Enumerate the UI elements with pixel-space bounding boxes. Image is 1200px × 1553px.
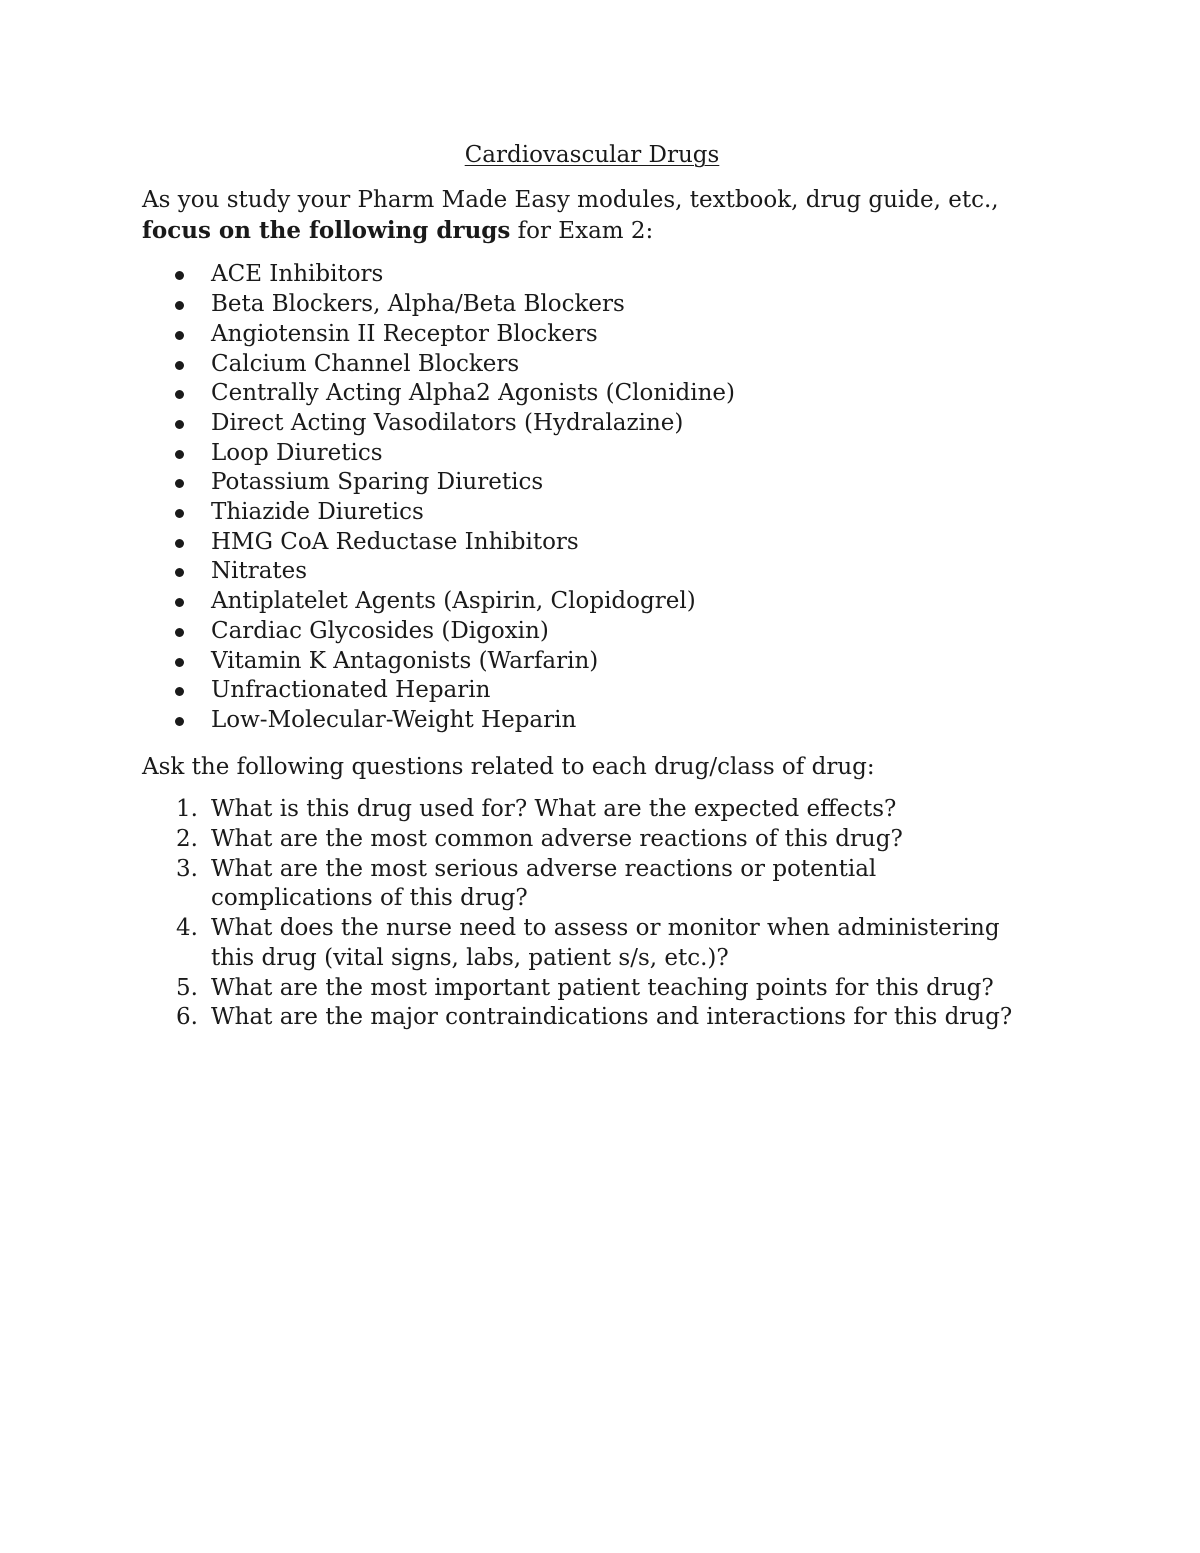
drug-list-item <box>142 409 1042 439</box>
drug-name: Direct Acting Vasodilators (Hydralazine) <box>211 409 684 436</box>
question-text: What is this drug used for? What are the expected effects? <box>211 796 897 823</box>
drug-list-item <box>142 706 1042 736</box>
drug-list-item <box>142 528 1042 558</box>
question-number: 6. <box>176 1004 198 1031</box>
drug-name: Cardiac Glycosides (Digoxin) <box>211 617 549 644</box>
drug-name: Low-Molecular-Weight Heparin <box>211 706 577 733</box>
question-item <box>142 914 1042 973</box>
question-text-line1: What does the nurse need to assess or monitor when administering <box>211 915 1000 942</box>
intro-text-before: As you study your Pharm Made Easy modules, textbook, drug guide, etc., <box>142 187 999 213</box>
question-text: What are the most important patient teaching points for this drug? <box>211 974 994 1001</box>
intro-bold-text: focus on the following drugs <box>142 216 511 244</box>
drug-name: Nitrates <box>211 558 308 585</box>
question-text-line2: complications of this drug? <box>211 885 528 912</box>
document-title <box>142 140 1042 170</box>
drug-name: Beta Blockers, Alpha/Beta Blockers <box>211 291 625 318</box>
drug-list-item <box>142 498 1042 528</box>
drug-list-item <box>142 587 1042 617</box>
drug-name: Antiplatelet Agents (Aspirin, Clopidogrel) <box>211 588 696 615</box>
question-number: 1. <box>176 796 198 823</box>
drug-name: HMG CoA Reductase Inhibitors <box>211 528 579 555</box>
drug-name: Thiazide Diuretics <box>211 499 424 526</box>
drug-list-item <box>142 379 1042 409</box>
drug-name: Centrally Acting Alpha2 Agonists (Clonidine) <box>211 380 736 407</box>
questions-intro: Ask the following questions related to each drug/class of drug: <box>142 753 875 780</box>
drug-name: Potassium Sparing Diuretics <box>211 469 544 496</box>
question-item <box>142 1003 1042 1033</box>
drug-list-item <box>142 468 1042 498</box>
question-item <box>142 795 1042 825</box>
intro-paragraph <box>142 186 1042 246</box>
drug-name: Vitamin K Antagonists (Warfarin) <box>211 647 599 674</box>
question-number: 3. <box>176 855 198 882</box>
drug-list-item <box>142 647 1042 677</box>
drug-name: Angiotensin II Receptor Blockers <box>211 320 598 347</box>
question-item <box>142 974 1042 1004</box>
drug-list-item <box>142 557 1042 587</box>
drug-list-item <box>142 320 1042 350</box>
question-number: 4. <box>176 915 198 942</box>
question-text: What are the major contraindications and interactions for this drug? <box>211 1004 1013 1031</box>
drug-list-item <box>142 617 1042 647</box>
document-page <box>142 140 1042 1033</box>
question-text-line2: this drug (vital signs, labs, patient s/s, etc.)? <box>211 944 729 971</box>
question-number: 2. <box>176 826 198 853</box>
drug-name: ACE Inhibitors <box>211 261 384 288</box>
drug-list <box>142 260 1042 735</box>
question-list <box>142 795 1042 1033</box>
question-item <box>142 855 1042 914</box>
drug-list-item <box>142 260 1042 290</box>
title-text: Cardiovascular Drugs <box>464 142 720 168</box>
drug-list-item <box>142 290 1042 320</box>
drug-list-item <box>142 439 1042 469</box>
drug-list-item <box>142 350 1042 380</box>
question-item <box>142 825 1042 855</box>
intro-text-after: for Exam 2: <box>510 217 654 244</box>
question-text: What are the most common adverse reactions of this drug? <box>211 826 903 853</box>
drug-list-item <box>142 676 1042 706</box>
drug-name: Calcium Channel Blockers <box>211 350 520 377</box>
drug-name: Loop Diuretics <box>211 439 383 466</box>
question-text-line1: What are the most serious adverse reactions or potential <box>211 855 877 882</box>
question-number: 5. <box>176 974 198 1001</box>
drug-name: Unfractionated Heparin <box>211 677 491 704</box>
